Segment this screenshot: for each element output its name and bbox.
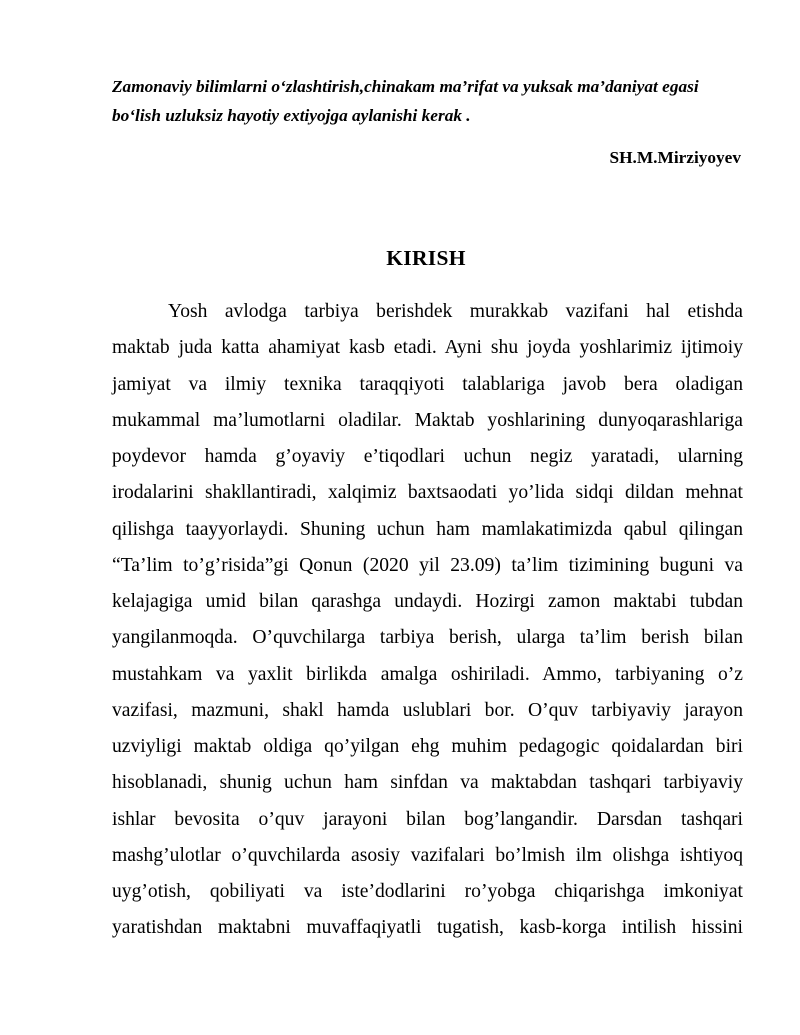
paragraph-line: poydevor hamda g’oyaviy e’tiqodlari uchun negiz yaratadi, ularning [112,446,743,467]
paragraph-line: jamiyat va ilmiy texnika taraqqiyoti talablariga javob bera oladigan [112,373,743,395]
paragraph-line: vazifasi, mazmuni, shakl hamda uslublari bor. O’quv tarbiyaviy jarayon [112,699,743,721]
paragraph-line: uzviyligi maktab oldiga qo’yilgan ehg muhim pedagogic qoidalardan biri [112,736,743,757]
epigraph-line: bo‘lish uzluksiz hayotiy extiyojga aylanishi kerak . [112,106,471,125]
paragraph-line: “Ta’lim to’g’risida”gi Qonun (2020 yil 23.09) ta’lim tizimining buguni va [112,554,743,576]
body-paragraph [112,294,743,947]
section-heading: KIRISH [386,246,466,270]
paragraph-line: hisoblanadi, shunig uchun ham sinfdan va maktabdan tashqari tarbiyaviy [112,772,743,794]
paragraph-line: mukammal ma’lumotlarni oladilar. Maktab yoshlarining dunyoqarashlariga [112,409,743,431]
paragraph-line: mustahkam va yaxlit birlikda amalga oshiriladi. Ammo, tarbiyaning o’z [112,663,743,685]
paragraph-line: Yosh avlodga tarbiya berishdek murakkab vazifani hal etishda [168,301,743,322]
paragraph-line: yaratishdan maktabni muvaffaqiyatli tugatish, kasb-korga intilish hissini [112,917,743,939]
paragraph-line: uyg’otish, qobiliyati va iste’dodlarini ro’yobga chiqarishga imkoniyat [112,881,743,902]
epigraph-quote [112,72,752,130]
paragraph-line: qilishga taayyorlaydi. Shuning uchun ham mamlakatimizda qabul qilingan [112,518,743,540]
paragraph-line: mashg’ulotlar o’quvchilarda asosiy vazifalari bo’lmish ilm olishga ishtiyoq [112,844,743,866]
epigraph-line: Zamonaviy bilimlarni o‘zlashtirish,chinakam ma’rifat va yuksak ma’daniyat egasi [112,77,699,96]
paragraph-line: yangilanmoqda. O’quvchilarga tarbiya berish, ularga ta’lim berish bilan [112,627,743,649]
paragraph-line: kelajagiga umid bilan qarashga undaydi. Hozirgi zamon maktabi tubdan [112,591,743,612]
paragraph-line: maktab juda katta ahamiyat kasb etadi. Ayni shu joyda yoshlarimiz ijtimoiy [112,337,743,359]
paragraph-line: irodalarini shakllantiradi, xalqimiz baxtsaodati yo’lida sidqi dildan mehnat [112,482,743,504]
epigraph-author: SH.M.Mirziyoyev [609,148,741,167]
paragraph-line: ishlar bevosita o’quv jarayoni bilan bog’langandir. Darsdan tashqari [112,808,743,830]
